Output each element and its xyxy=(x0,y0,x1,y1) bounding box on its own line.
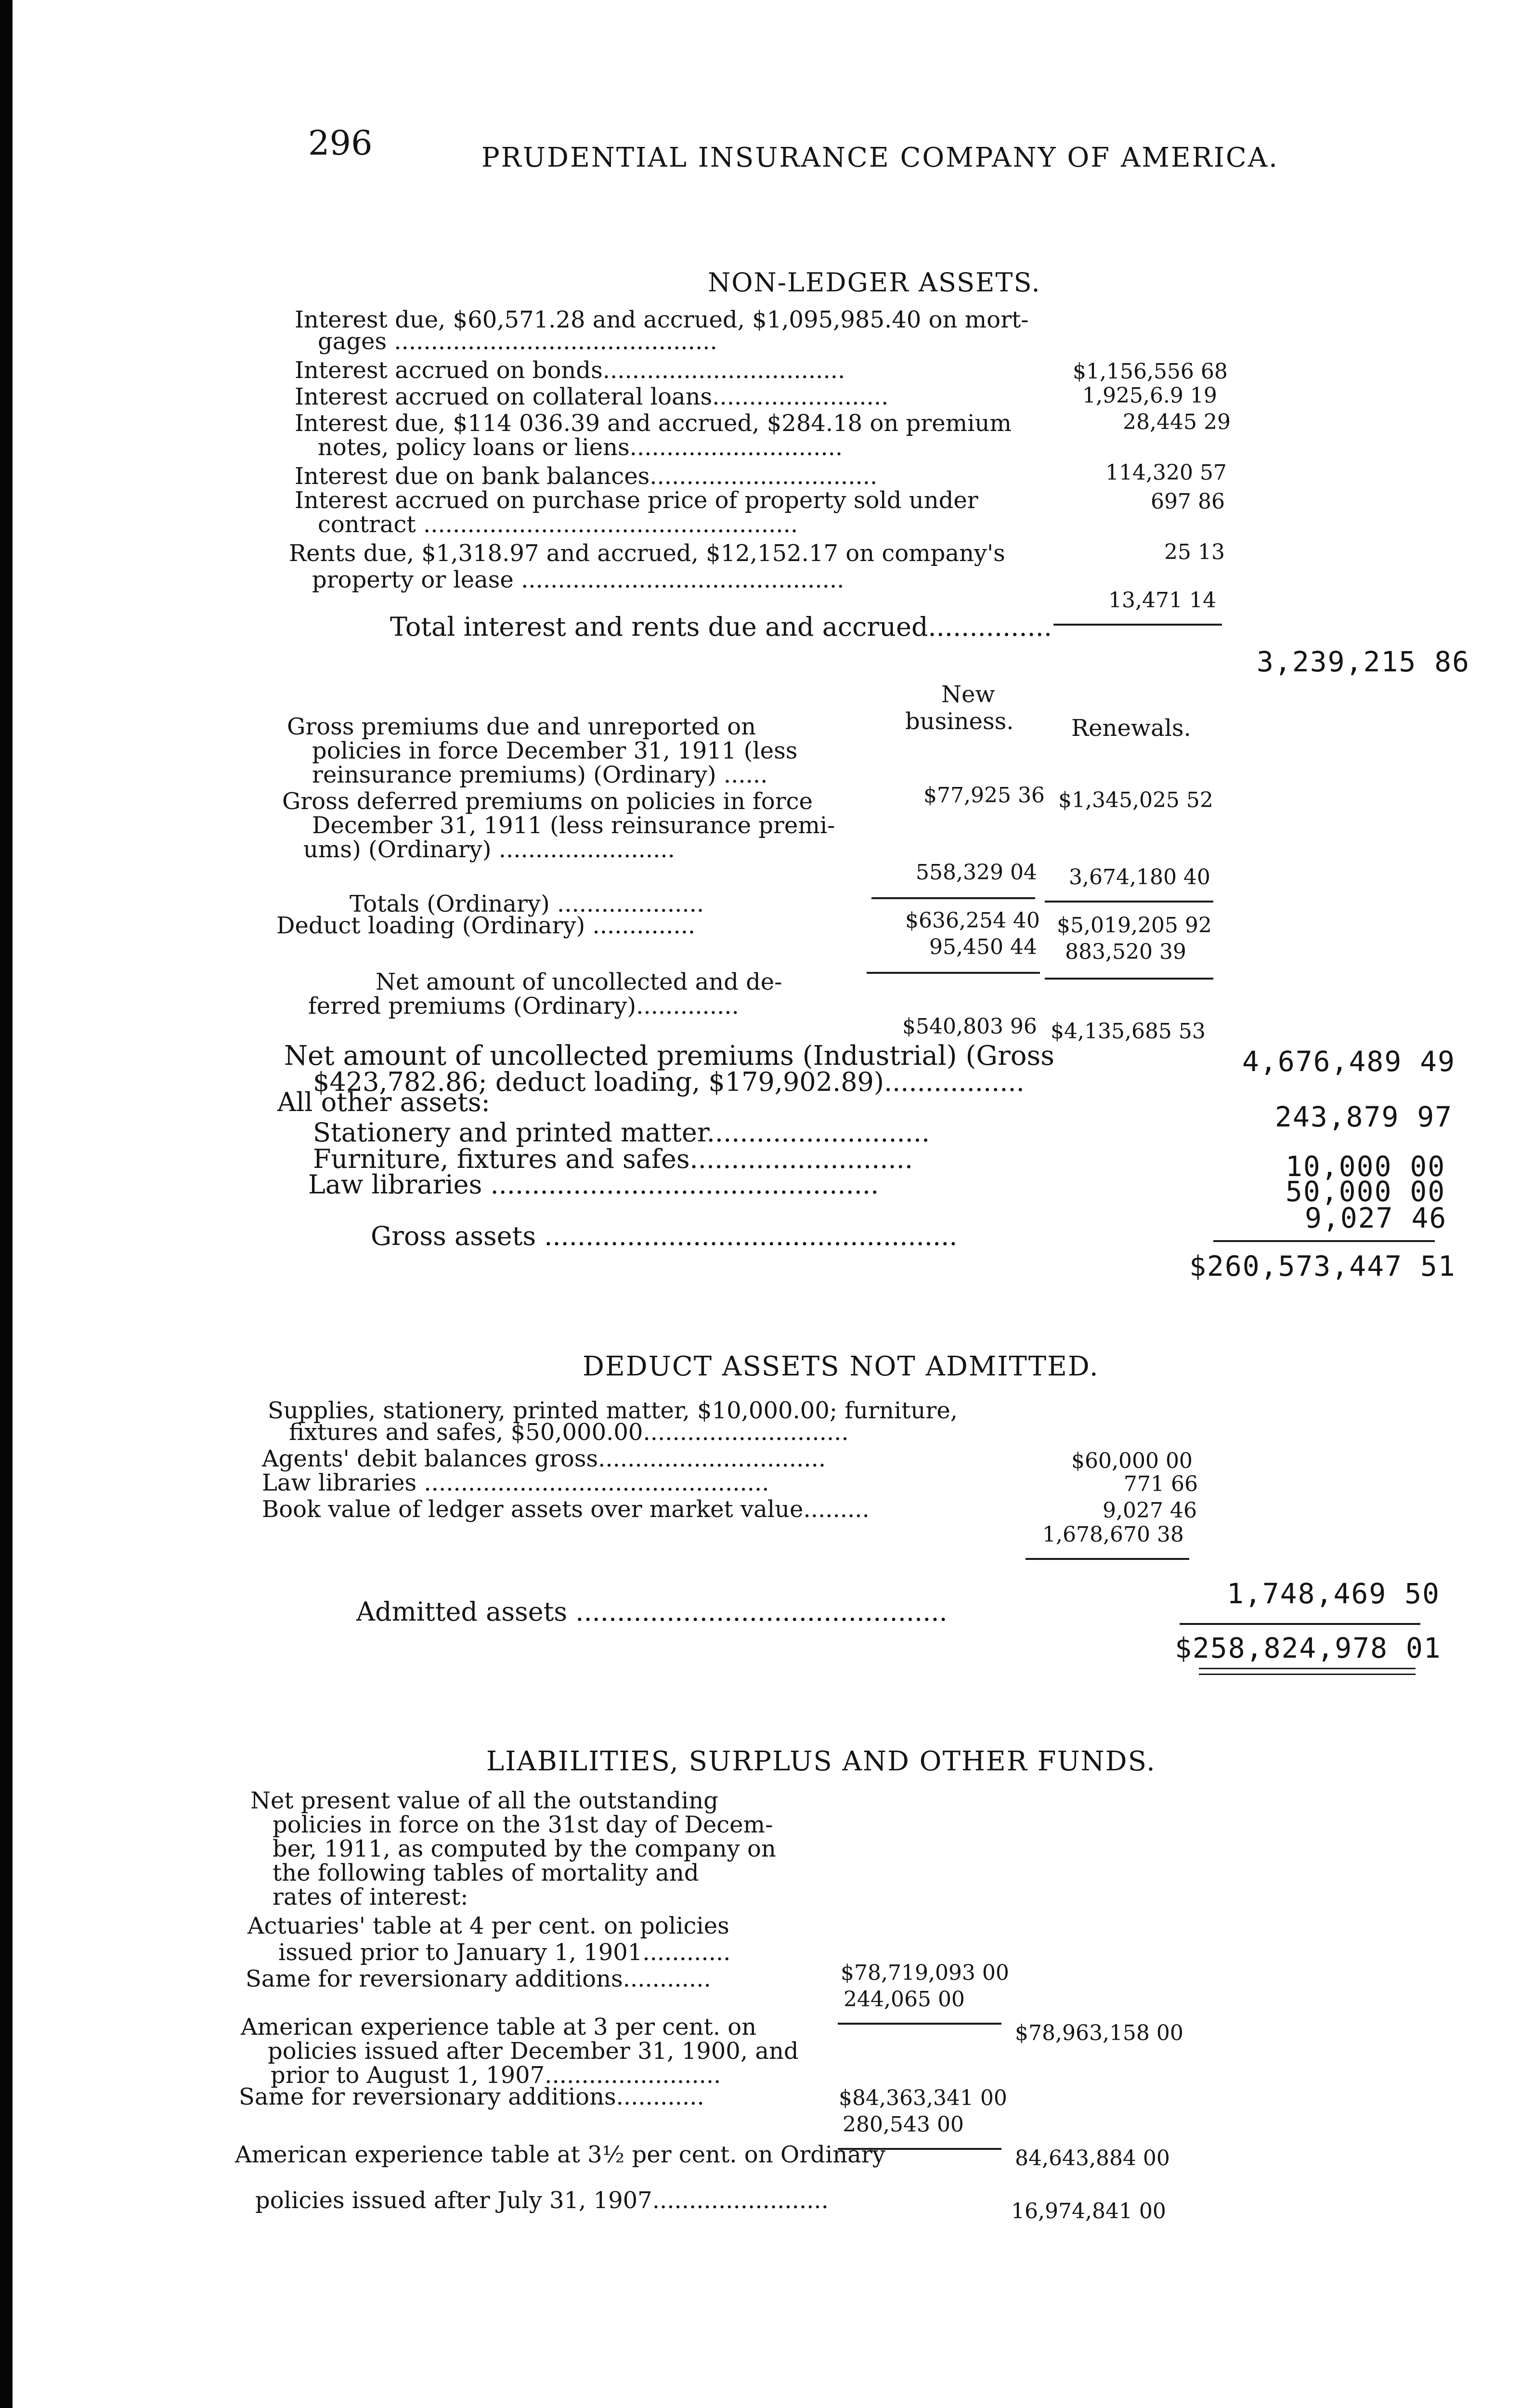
liabilities-intro-line: the following tables of mortality and xyxy=(273,1859,699,1886)
running-title: PRUDENTIAL INSURANCE COMPANY OF AMERICA. xyxy=(481,142,1279,173)
gross-due-line: policies in force December 31, 1911 (less xyxy=(312,737,798,764)
other-asset-amount: 50,000 00 xyxy=(1286,1175,1446,1208)
non-ledger-amount: 25 13 xyxy=(1164,540,1225,564)
page-number: 296 xyxy=(308,123,373,163)
american3-subtotal: 84,643,884 00 xyxy=(1015,2146,1170,2171)
double-rule-bottom xyxy=(1199,1674,1416,1675)
liabilities-intro-line: policies in force on the 31st day of Decem- xyxy=(273,1811,773,1838)
rule xyxy=(871,897,1035,899)
gross-assets-label: Gross assets .................................................. xyxy=(371,1221,958,1251)
gross-due-line: reinsurance premiums) (Ordinary) ...... xyxy=(312,761,768,788)
non-ledger-line: Interest due, $114 036.39 and accrued, $284.18 on premium xyxy=(295,410,1012,437)
col-new-label: New xyxy=(941,681,995,708)
ordinary-premiums-amount: 4,676,489 49 xyxy=(1242,1045,1456,1078)
not-admitted-line: Book value of ledger assets over market value......... xyxy=(262,1496,870,1523)
non-ledger-line: Interest accrued on purchase price of property sold under xyxy=(295,487,978,514)
totals-new: $636,254 40 xyxy=(905,908,1040,933)
american3-amount: $84,363,341 00 xyxy=(839,2086,1007,2110)
non-ledger-line: contract ................................................... xyxy=(318,511,798,538)
not-admitted-heading: DEDUCT ASSETS NOT ADMITTED. xyxy=(583,1351,1099,1382)
american3-line: prior to August 1, 1907........................ xyxy=(271,2062,721,2089)
liabilities-intro-line: ber, 1911, as computed by the company on xyxy=(273,1835,776,1862)
industrial-line: $423,782.86; deduct loading, $179,902.89)................. xyxy=(313,1067,1025,1097)
other-asset-line: Law libraries ............................................... xyxy=(308,1169,879,1200)
non-ledger-line: Interest accrued on bonds................................. xyxy=(295,357,845,384)
industrial-line: Net amount of uncollected premiums (Industrial) (Gross xyxy=(284,1040,1054,1072)
non-ledger-heading: NON-LEDGER ASSETS. xyxy=(708,267,1041,298)
gross-def-line: December 31, 1911 (less reinsurance premi- xyxy=(312,812,835,839)
col-new-label: business. xyxy=(905,708,1014,735)
admitted-assets-amount: $258,824,978 01 xyxy=(1175,1632,1442,1664)
non-ledger-line: Interest due on bank balances............................... xyxy=(295,463,878,490)
totals-label: Totals (Ordinary) .................... xyxy=(350,890,704,917)
rule xyxy=(1026,1558,1189,1560)
american35-line: American experience table at 3½ per cent. on Ordinary xyxy=(235,2141,885,2168)
loading-label: Deduct loading (Ordinary) .............. xyxy=(276,912,696,939)
admitted-assets-label: Admitted assets ............................................. xyxy=(356,1597,948,1627)
gross-def-new: 558,329 04 xyxy=(916,860,1037,885)
rule xyxy=(838,2023,1001,2025)
net-renewals: $4,135,685 53 xyxy=(1051,1019,1206,1044)
non-ledger-amount: 1,925,6.9 19 xyxy=(1082,383,1217,408)
rule xyxy=(1053,624,1222,626)
gross-def-line: Gross deferred premiums on policies in force xyxy=(282,788,813,815)
liabilities-intro-line: rates of interest: xyxy=(273,1884,468,1911)
net-new: $540,803 96 xyxy=(902,1014,1037,1039)
other-asset-amount: 9,027 46 xyxy=(1305,1202,1447,1234)
not-admitted-amount: 771 66 xyxy=(1124,1472,1198,1496)
not-admitted-line: fixtures and safes, $50,000.00............................ xyxy=(289,1419,849,1446)
non-ledger-line: notes, policy loans or liens............................. xyxy=(318,434,843,461)
gross-due-new: $77,925 36 xyxy=(923,783,1045,808)
net-line: ferred premiums (Ordinary).............. xyxy=(308,993,739,1020)
reversionary-amount: 280,543 00 xyxy=(843,2112,964,2137)
actuaries-line: Actuaries' table at 4 per cent. on policies xyxy=(247,1912,729,1939)
not-admitted-line: Agents' debit balances gross............................... xyxy=(262,1445,826,1472)
non-ledger-amount: $1,156,556 68 xyxy=(1073,359,1228,384)
not-admitted-amount: 9,027 46 xyxy=(1103,1498,1197,1523)
american3-line: policies issued after December 31, 1900, and xyxy=(268,2038,799,2065)
reversionary-amount: 244,065 00 xyxy=(844,1987,965,2012)
other-assets-heading: All other assets: xyxy=(277,1087,490,1117)
non-ledger-line: Rents due, $1,318.97 and accrued, $12,152.17 on company's xyxy=(289,540,1005,567)
rule xyxy=(1213,1240,1435,1242)
non-ledger-line: gages ............................................ xyxy=(318,328,717,355)
rule xyxy=(1045,901,1213,903)
american35-amount: 16,974,841 00 xyxy=(1011,2199,1166,2224)
non-ledger-line: Interest accrued on collateral loans........................ xyxy=(295,383,889,410)
net-line: Net amount of uncollected and de- xyxy=(376,968,782,995)
loading-renewals: 883,520 39 xyxy=(1065,940,1186,964)
non-ledger-line: property or lease ............................................ xyxy=(312,566,844,593)
not-admitted-amount: 1,678,670 38 xyxy=(1042,1522,1184,1547)
other-asset-line: Furniture, fixtures and safes........................... xyxy=(313,1144,913,1174)
non-ledger-line: Interest due, $60,571.28 and accrued, $1,095,985.40 on mort- xyxy=(295,306,1029,333)
rule xyxy=(1045,978,1213,980)
non-ledger-amount: 697 86 xyxy=(1151,489,1225,514)
liabilities-intro-line: Net present value of all the outstanding xyxy=(250,1787,718,1814)
not-admitted-total: 1,748,469 50 xyxy=(1227,1577,1441,1610)
gross-due-line: Gross premiums due and unreported on xyxy=(287,713,756,740)
other-asset-amount: 10,000 00 xyxy=(1286,1150,1446,1183)
reversionary-label: Same for reversionary additions............ xyxy=(246,1965,711,1992)
non-ledger-amount: 114,320 57 xyxy=(1105,460,1227,485)
scan-margin-edge xyxy=(0,0,13,2408)
rule xyxy=(867,972,1040,974)
not-admitted-amount: $60,000 00 xyxy=(1071,1449,1193,1473)
rule xyxy=(1180,1623,1420,1625)
loading-new: 95,450 44 xyxy=(929,935,1037,959)
industrial-amount: 243,879 97 xyxy=(1275,1100,1453,1133)
gross-def-line: ums) (Ordinary) ........................ xyxy=(303,836,675,863)
american3-line: American experience table at 3 per cent. on xyxy=(241,2014,757,2041)
actuaries-amount: $78,719,093 00 xyxy=(841,1961,1009,1985)
reversionary-label: Same for reversionary additions............ xyxy=(239,2083,704,2110)
gross-assets-amount: $260,573,447 51 xyxy=(1189,1250,1456,1283)
gross-due-renewals: $1,345,025 52 xyxy=(1058,788,1213,812)
double-rule-top xyxy=(1199,1668,1416,1669)
liabilities-heading: LIABILITIES, SURPLUS AND OTHER FUNDS. xyxy=(486,1746,1156,1777)
gross-def-renewals: 3,674,180 40 xyxy=(1069,865,1210,890)
other-asset-line: Stationery and printed matter........................... xyxy=(313,1117,930,1148)
actuaries-subtotal: $78,963,158 00 xyxy=(1015,2021,1183,2045)
non-ledger-amount: 28,445 29 xyxy=(1123,410,1231,434)
not-admitted-line: Supplies, stationery, printed matter, $10,000.00; furniture, xyxy=(268,1397,958,1424)
total-interest-amount: 3,239,215 86 xyxy=(1257,645,1470,678)
total-interest-label: Total interest and rents due and accrued............... xyxy=(390,612,1052,642)
non-ledger-amount: 13,471 14 xyxy=(1108,588,1216,613)
not-admitted-line: Law libraries ............................................... xyxy=(262,1469,769,1496)
american35-line: policies issued after July 31, 1907........................ xyxy=(255,2187,829,2214)
actuaries-line: issued prior to January 1, 1901............ xyxy=(278,1939,731,1966)
col-renewals-label: Renewals. xyxy=(1071,715,1191,742)
totals-renewals: $5,019,205 92 xyxy=(1057,913,1212,938)
